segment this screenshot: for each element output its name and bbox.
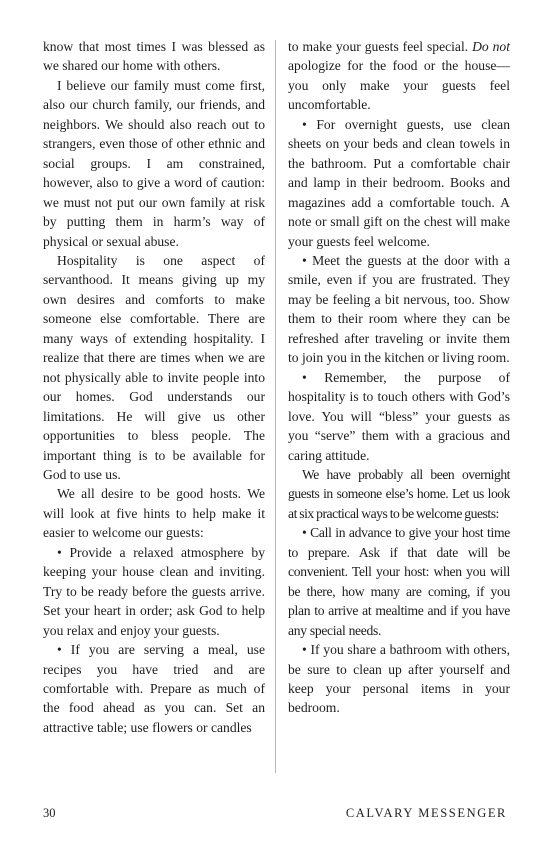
bullet-paragraph: • Call in advance to give your host time to prepare. Ask if that date will be convenient. Tell your host: when you will be there, how many are coming, if you plan to arrive at mealtime and if you have any special needs.	[288, 525, 510, 638]
left-column	[43, 37, 265, 737]
paragraph: know that most times I was blessed as we shared our home with others.	[43, 39, 265, 74]
bullet-paragraph: • If you share a bathroom with others, be sure to clean up after yourself and keep your personal items in your bedroom.	[288, 642, 510, 716]
page-number: 30	[43, 806, 56, 820]
right-column	[288, 37, 510, 718]
bullet-paragraph: • Remember, the purpose of hospitality is to touch others with God’s love. You will “bless” your guests as you “serve” them with a gracious and caring attitude.	[288, 369, 510, 463]
paragraph: We have probably all been overnight guests in someone else’s home. Let us look at six practical ways to be welcome guests:	[288, 466, 510, 521]
column-divider	[275, 40, 276, 773]
paragraph	[288, 37, 510, 115]
paragraph: I believe our family must come first, also our church family, our friends, and neighbors. We should also reach out to strangers, even those of other ethnic and social groups. I am constrained, however, also to give a word of caution: we must not put our own family at risk by putting them in harm’s way of physical or sexual abuse.	[43, 77, 265, 249]
bullet-paragraph: • Provide a relaxed atmosphere by keeping your house clean and inviting. Try to be ready before the guests arrive. Set your heart in order; ask God to help you relax and enjoy your guests.	[43, 544, 265, 638]
emphasis-text: Do not	[472, 39, 510, 54]
paragraph-text: apologize for the food or the house—you only make your guests feel uncomfortable.	[288, 58, 510, 113]
bullet-paragraph: • For overnight guests, use clean sheets on your beds and clean towels in the bathroom. Put a comfortable chair and lamp in their bedroom. Books and magazines add a comfortable touch. A note or small gift on the chest will make your guests feel welcome.	[288, 116, 510, 249]
bullet-paragraph: • Meet the guests at the door with a smile, even if you are frustrated. They may be feeling a bit nervous, too. Show them to their room where they can be refreshed after traveling or invite them to join you in the kitchen or living room.	[288, 252, 510, 366]
paragraph: Hospitality is one aspect of servanthood. It means giving up my own desires and comforts to make someone else comfortable. There are many ways of extending hospitality. I realize that there are times when we are not physically able to invite people into our homes. God understands our limitations. He will give us other opportunities to bless people. The important thing is to be available for God to use us.	[43, 252, 265, 482]
bullet-paragraph: • If you are serving a meal, use recipes you have tried and are comfortable with. Prepare as much of the food ahead as you can. Set an attractive table; use flowers or candles	[43, 642, 265, 735]
paragraph: We all desire to be good hosts. We will look at five hints to help make it easier to welcome our guests:	[43, 486, 265, 541]
paragraph-text: to make your guests feel special.	[288, 39, 473, 54]
magazine-name: CALVARY MESSENGER	[345, 806, 507, 820]
